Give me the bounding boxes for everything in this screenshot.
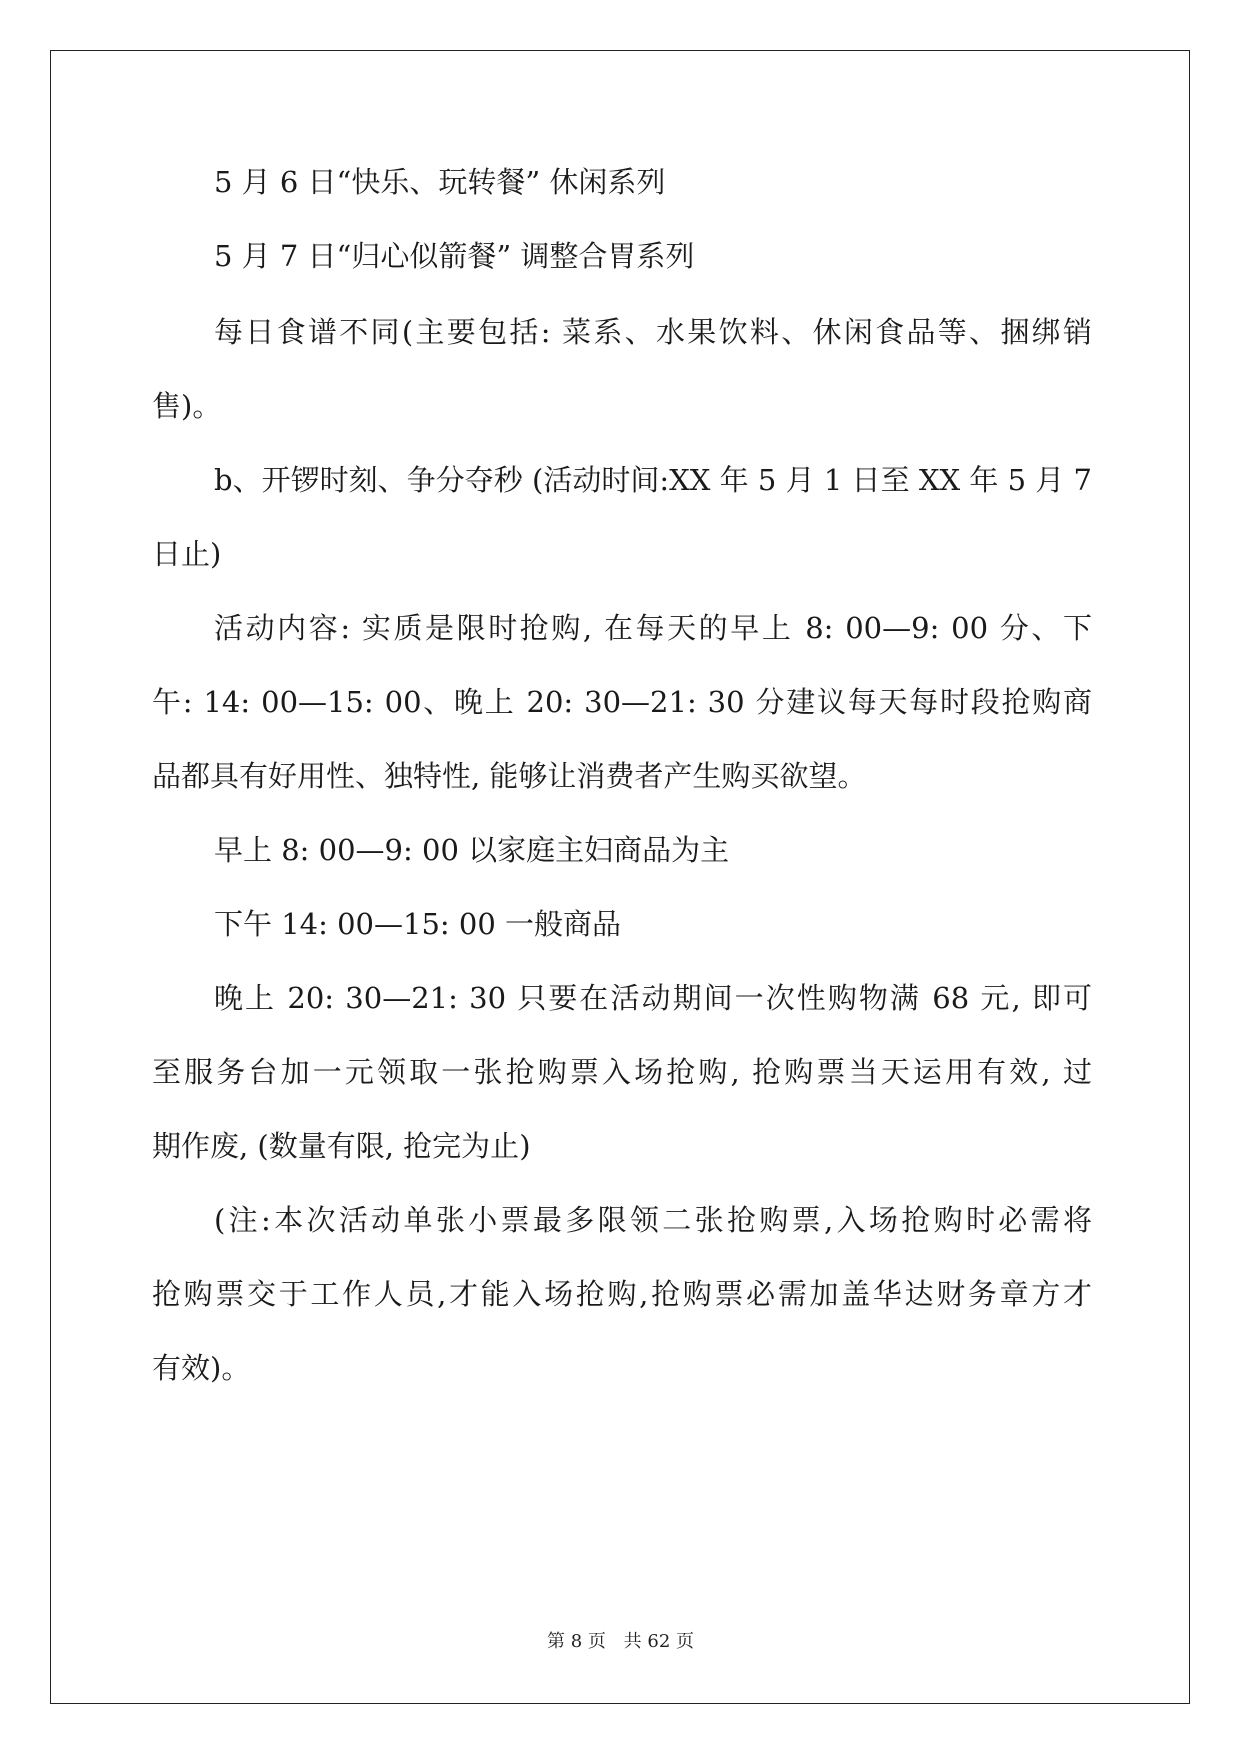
page-number: 第 8 页 bbox=[547, 1631, 606, 1652]
text-line: 活动内容: 实质是限时抢购, 在每天的早上 8: 00—9: 00 分、下 bbox=[214, 611, 1092, 645]
text-line: 5 月 6 日“快乐、玩转餐” 休闲系列 bbox=[214, 165, 666, 199]
text-line: b、开锣时刻、争分夺秒 (活动时间:XX 年 5 月 1 日至 XX 年 5 月 7 bbox=[214, 463, 1092, 497]
text-line: 晚上 20: 30—21: 30 只要在活动期间一次性购物满 68 元, 即可 bbox=[214, 981, 1092, 1015]
text-line: 日止) bbox=[152, 537, 222, 571]
page-footer bbox=[0, 1627, 1241, 1653]
page-border bbox=[50, 50, 1190, 1704]
text-line: 至服务台加一元领取一张抢购票入场抢购, 抢购票当天运用有效, 过 bbox=[152, 1055, 1092, 1089]
text-line: 有效)。 bbox=[152, 1351, 251, 1385]
page-total: 共 62 页 bbox=[623, 1631, 694, 1652]
text-line: 午: 14: 00—15: 00、晚上 20: 30—21: 30 分建议每天每时段抢购商 bbox=[152, 685, 1092, 719]
text-line: 期作废, (数量有限, 抢完为止) bbox=[152, 1129, 531, 1163]
text-line: 下午 14: 00—15: 00 一般商品 bbox=[214, 907, 622, 941]
text-line: 品都具有好用性、独特性, 能够让消费者产生购买欲望。 bbox=[152, 759, 867, 793]
text-line: 抢购票交于工作人员,才能入场抢购,抢购票必需加盖华达财务章方才 bbox=[152, 1277, 1092, 1311]
text-line: 早上 8: 00—9: 00 以家庭主妇商品为主 bbox=[214, 833, 730, 867]
text-line: (注:本次活动单张小票最多限领二张抢购票,入场抢购时必需将 bbox=[214, 1203, 1092, 1237]
text-line: 售)。 bbox=[152, 389, 222, 423]
text-line: 5 月 7 日“归心似箭餐” 调整合胃系列 bbox=[214, 239, 695, 273]
text-line: 每日食谱不同(主要包括: 菜系、水果饮料、休闲食品等、捆绑销 bbox=[214, 315, 1092, 349]
